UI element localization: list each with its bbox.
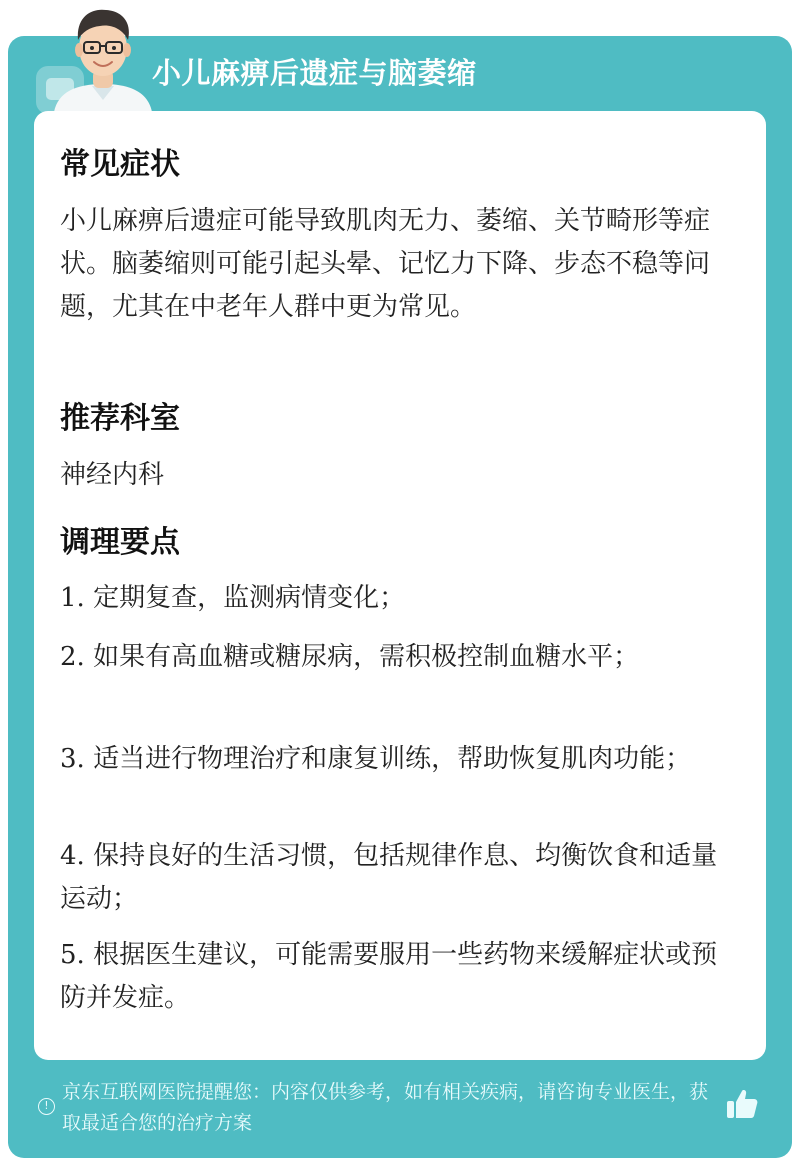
department-text: 神经内科 xyxy=(60,460,165,490)
care-item-text: 保持良好的生活习惯，包括规律作息、均衡饮食和适量运动； xyxy=(60,841,718,914)
care-item xyxy=(60,738,726,781)
care-item xyxy=(60,577,726,620)
care-item xyxy=(60,636,726,679)
care-item-number: 5. xyxy=(60,940,85,970)
care-item-number: 1. xyxy=(60,583,85,613)
info-icon: ! xyxy=(38,1098,55,1115)
disclaimer xyxy=(36,1077,726,1139)
doctor-avatar xyxy=(48,0,158,112)
care-heading: 调理要点 xyxy=(60,525,180,560)
care-item-number: 3. xyxy=(60,744,85,774)
care-item-text: 适当进行物理治疗和康复训练，帮助恢复肌肉功能； xyxy=(93,744,692,774)
care-item xyxy=(60,934,726,1020)
department-heading: 推荐科室 xyxy=(60,401,180,436)
content-panel xyxy=(34,111,766,1060)
thumbs-up-icon[interactable] xyxy=(724,1086,760,1122)
care-item-number: 4. xyxy=(60,841,85,871)
care-item-text: 如果有高血糖或糖尿病，需积极控制血糖水平； xyxy=(93,642,640,672)
symptoms-heading: 常见症状 xyxy=(60,147,180,182)
care-item-text: 根据医生建议，可能需要服用一些药物来缓解症状或预防并发症。 xyxy=(60,940,718,1013)
care-item-number: 2. xyxy=(60,642,85,672)
care-item-text: 定期复查，监测病情变化； xyxy=(93,583,406,613)
disclaimer-text: 京东互联网医院提醒您：内容仅供参考，如有相关疾病，请咨询专业医生，获取最适合您的治疗方案 xyxy=(62,1081,709,1134)
symptoms-text: 小儿麻痹后遗症可能导致肌肉无力、萎缩、关节畸形等症状。脑萎缩则可能引起头晕、记忆力下降、步态不稳等问题，尤其在中老年人群中更为常见。 xyxy=(60,206,711,322)
page-title: 小儿麻痹后遗症与脑萎缩 xyxy=(152,56,477,90)
care-item xyxy=(60,835,726,921)
